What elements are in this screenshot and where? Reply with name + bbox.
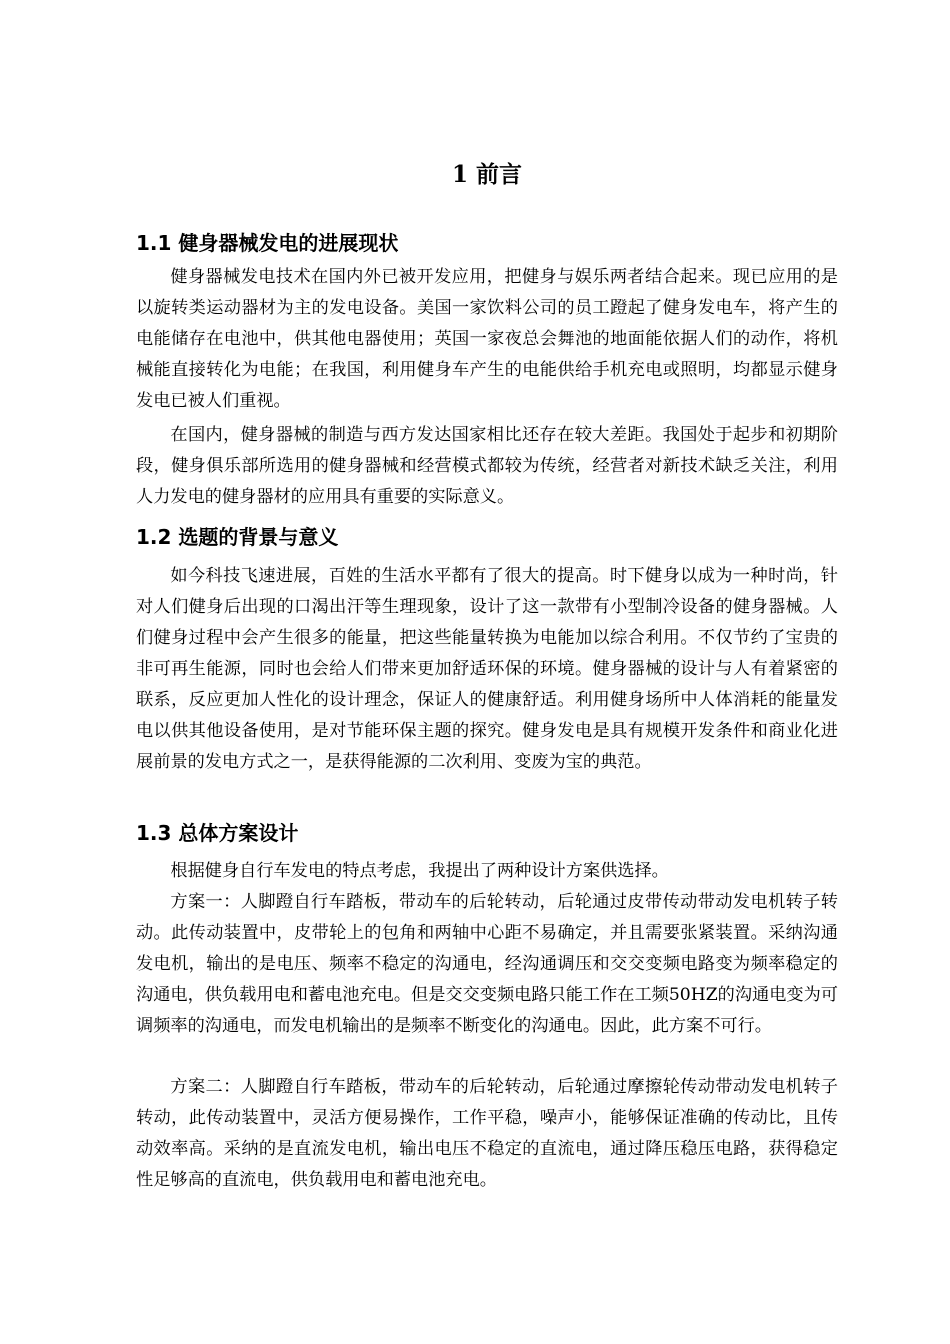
body-paragraph: 如今科技飞速进展，百姓的生活水平都有了很大的提高。时下健身以成为一种时尚，针对人们健身后出现的口渴出汗等生理现象，设计了这一款带有小型制冷设备的健身器械。人们健身过程中会产生很多的能量，把这些能量转换为电能加以综合利用。不仅节约了宝贵的非可再生能源，同时也会给人们带来更加舒适环保的环境。健身器械的设计与人有着紧密的联系，反应更加人性化的设计理念，保证人的健康舒适。利用健身场所中人体消耗的能量发电以供其他设备使用，是对节能环保主题的探究。健身发电是具有规模开发条件和商业化进展前景的发电方式之一，是获得能源的二次利用、变废为宝的典范。 <box>136 566 838 772</box>
section-heading-1-1: 1.1 健身器械发电的进展现状 <box>136 231 399 255</box>
chapter-title: 1 前言 <box>451 161 522 188</box>
body-paragraph: 健身器械发电技术在国内外已被开发应用，把健身与娱乐两者结合起来。现已应用的是以旋转类运动器材为主的发电设备。美国一家饮料公司的员工蹬起了健身发电车，将产生的电能储存在电池中，供其他电器使用；英国一家夜总会舞池的地面能依据人们的动作，将机械能直接转化为电能；在我国，利用健身车产生的电能供给手机充电或照明，均都显示健身发电已被人们重视。 <box>136 267 838 411</box>
body-paragraph: 根据健身自行车发电的特点考虑，我提出了两种设计方案供选择。 <box>170 861 669 881</box>
body-paragraph: 方案二：人脚蹬自行车踏板，带动车的后轮转动，后轮通过摩擦轮传动带动发电机转子转动，此传动装置中，灵活方便易操作，工作平稳，噪声小，能够保证准确的传动比，且传动效率高。采纳的是直流发电机，输出电压不稳定的直流电，通过降压稳压电路，获得稳定性足够高的直流电，供负载用电和蓄电池充电。 <box>136 1077 838 1190</box>
body-paragraph: 在国内，健身器械的制造与西方发达国家相比还存在较大差距。我国处于起步和初期阶段，健身俱乐部所选用的健身器械和经营模式都较为传统，经营者对新技术缺乏关注，利用人力发电的健身器材的应用具有重要的实际意义。 <box>136 425 838 507</box>
section-heading-1-3: 1.3 总体方案设计 <box>136 821 299 845</box>
body-paragraph: 方案一：人脚蹬自行车踏板，带动车的后轮转动，后轮通过皮带传动带动发电机转子转动。此传动装置中，皮带轮上的包角和两轴中心距不易确定，并且需要张紧装置。采纳沟通发电机，输出的是电压、频率不稳定的沟通电，经沟通调压和交交变频电路变为频率稳定的沟通电，供负载用电和蓄电池充电。但是交交变频电路只能工作在工频50HZ的沟通电变为可调频率的沟通电，而发电机输出的是频率不断变化的沟通电。因此，此方案不可行。 <box>136 892 838 1036</box>
section-heading-1-2: 1.2 选题的背景与意义 <box>136 525 339 549</box>
